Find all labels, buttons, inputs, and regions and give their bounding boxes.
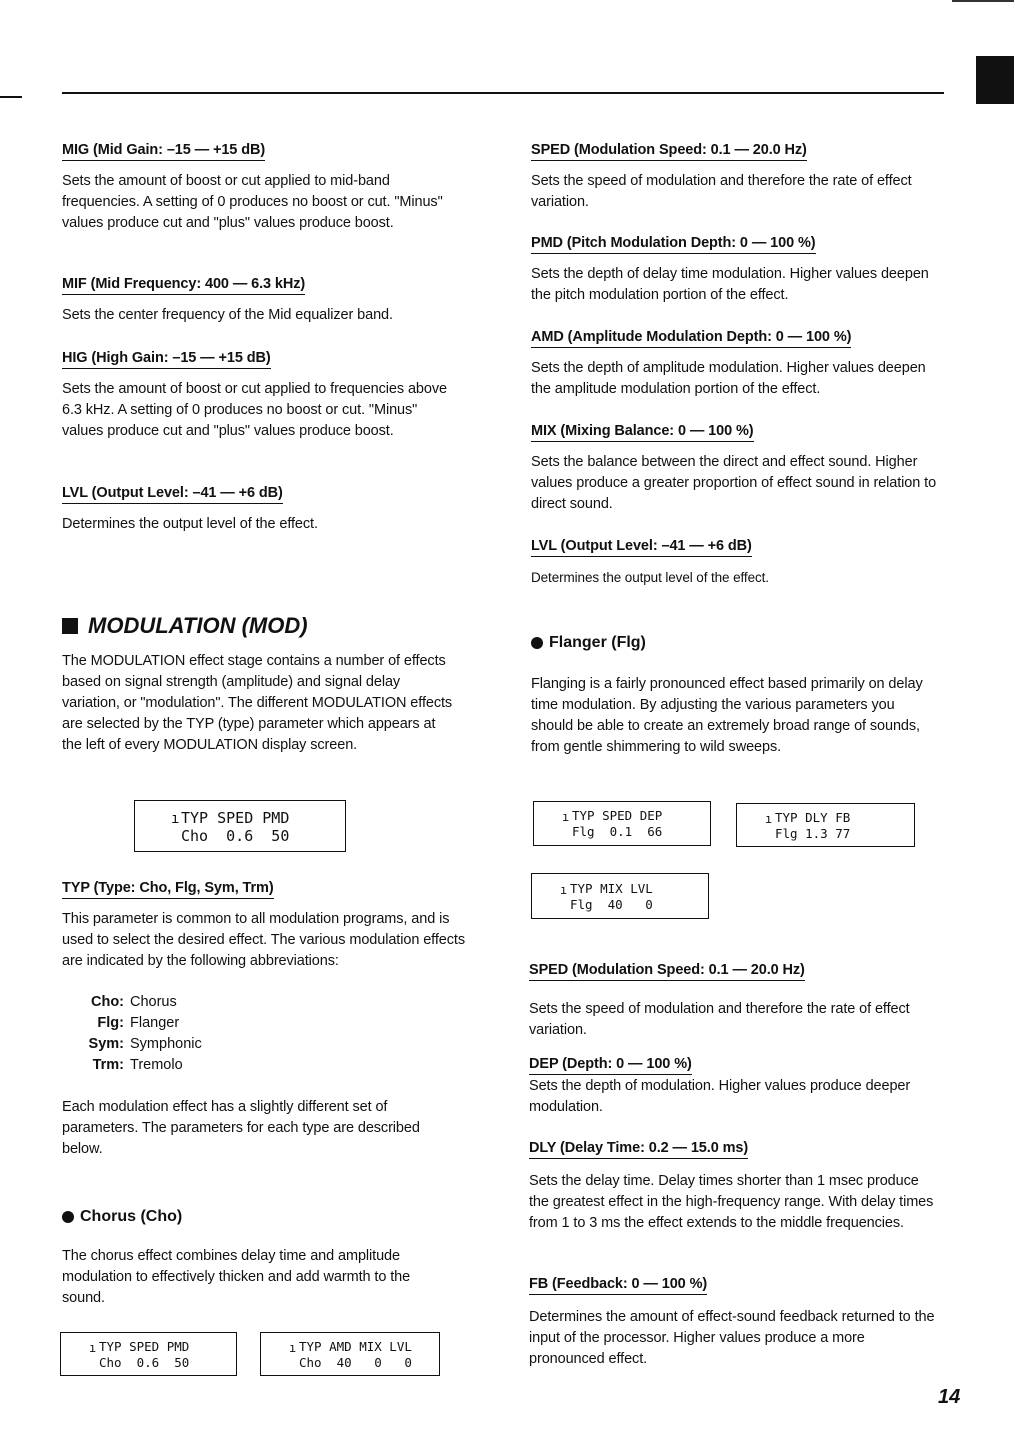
- mix-heading: MIX (Mixing Balance: 0 — 100 %): [531, 423, 754, 442]
- mif-heading: MIF (Mid Frequency: 400 — 6.3 kHz): [62, 276, 305, 295]
- hig-heading: HIG (High Gain: –15 — +15 dB): [62, 350, 271, 369]
- typ-body: This parameter is common to all modulation programs, and is used to select the desired effect. The various modulation effects are indicated by the following abbreviations:: [62, 911, 465, 969]
- hig-body: Sets the amount of boost or cut applied to frequencies above 6.3 kHz. A setting of 0 produces no boost or cut. "Minus" values produce cut and "plus" values produce boost.: [62, 381, 447, 439]
- lvl-section-right: [531, 537, 941, 588]
- dep-section: [529, 1055, 939, 1118]
- sped2-heading: SPED (Modulation Speed: 0.1 — 20.0 Hz): [529, 962, 805, 981]
- type-abbreviation-list: [82, 992, 474, 1076]
- sped2-section: [529, 961, 939, 1041]
- amd-body: Sets the depth of amplitude modulation. Higher values deepen the amplitude modulation portion of the effect.: [531, 360, 926, 397]
- lvl-body-left: Determines the output level of the effect.: [62, 516, 318, 532]
- lcd-row-1: TYP AMD MIX LVL: [299, 1339, 412, 1354]
- cursor-icon: ı: [171, 811, 180, 827]
- amd-heading: AMD (Amplitude Modulation Depth: 0 — 100 %): [531, 329, 851, 348]
- lvl-section-left: [62, 484, 462, 535]
- cursor-icon: ı: [562, 810, 570, 824]
- modulation-title-text: MODULATION (MOD): [88, 613, 308, 638]
- lcd-row-2: Flg 40 0: [570, 897, 653, 912]
- lvl-heading-left: LVL (Output Level: –41 — +6 dB): [62, 485, 283, 504]
- typ-section: [62, 879, 474, 1160]
- lvl-body-right: Determines the output level of the effect.: [531, 570, 769, 585]
- lvl-heading-right: LVL (Output Level: –41 — +6 dB): [531, 538, 752, 557]
- fb-body: Determines the amount of effect-sound feedback returned to the input of the processor. Higher values produce a more pronounced effect.: [529, 1309, 935, 1367]
- dly-heading: DLY (Delay Time: 0.2 — 15.0 ms): [529, 1140, 748, 1159]
- modulation-section: [62, 613, 472, 756]
- mig-heading: MIG (Mid Gain: –15 — +15 dB): [62, 142, 265, 161]
- hig-section: [62, 349, 462, 442]
- lcd-display-flanger-3: [531, 873, 709, 919]
- mif-body: Sets the center frequency of the Mid equalizer band.: [62, 307, 393, 323]
- lcd-row-1: TYP DLY FB: [775, 810, 851, 825]
- cursor-icon: ı: [765, 812, 773, 826]
- mig-body: Sets the amount of boost or cut applied to mid-band frequencies. A setting of 0 produces no boost or cut. "Minus" values produce cut and "plus" values produce boost.: [62, 173, 443, 231]
- dly-body: Sets the delay time. Delay times shorter than 1 msec produce the greatest effect in the high-frequency range. With delay times from 1 to 3 ms the effect extends to the middle frequencies.: [529, 1173, 934, 1231]
- round-bullet-icon: [62, 1211, 74, 1223]
- margin-mark: [0, 96, 22, 98]
- lcd-row-1: TYP MIX LVL: [570, 881, 653, 896]
- mif-section: [62, 275, 462, 326]
- square-bullet-icon: [62, 618, 78, 634]
- chorus-body: The chorus effect combines delay time and amplitude modulation to effectively thicken and add warmth to the sound.: [62, 1248, 411, 1306]
- lcd-row-2: Cho 0.6 50: [181, 827, 290, 845]
- flanger-title: [531, 634, 941, 652]
- lcd-display-chorus-1: [60, 1332, 237, 1376]
- pmd-body: Sets the depth of delay time modulation. Higher values deepen the pitch modulation portion of the effect.: [531, 266, 929, 303]
- corner-line: [952, 0, 1014, 2]
- sped-body: Sets the speed of modulation and therefore the rate of effect variation.: [531, 173, 912, 210]
- top-rule: [62, 92, 944, 94]
- lcd-display-chorus-2: [260, 1332, 440, 1376]
- chorus-title: [62, 1208, 462, 1226]
- lcd-row-1: TYP SPED DEP: [572, 808, 663, 823]
- typ-heading: TYP (Type: Cho, Flg, Sym, Trm): [62, 880, 274, 899]
- thumb-tab: [976, 56, 1014, 104]
- flanger-section: [531, 634, 941, 758]
- modulation-title: [62, 613, 472, 639]
- chorus-section: [62, 1208, 462, 1309]
- lcd-display-flanger-1: [533, 801, 711, 846]
- pmd-heading: PMD (Pitch Modulation Depth: 0 — 100 %): [531, 235, 816, 254]
- pmd-section: [531, 234, 941, 306]
- fb-section: [529, 1275, 939, 1370]
- lcd-row-2: Flg 0.1 66: [572, 824, 663, 839]
- round-bullet-icon: [531, 637, 543, 649]
- abbr-name-cho: Chorus: [130, 994, 177, 1010]
- lcd-display-flanger-2: [736, 803, 915, 847]
- dep-heading: DEP (Depth: 0 — 100 %): [529, 1056, 692, 1075]
- abbr-code-cho: Cho:: [90, 994, 124, 1010]
- modulation-body: The MODULATION effect stage contains a number of effects based on signal strength (amplitude) and signal delay variation, or "modulation". The different MODULATION effects are selected by the TYP (type) parameter which appears at the left of every MODULATION display screen.: [62, 653, 453, 753]
- lcd-row-1: TYP SPED PMD: [99, 1339, 190, 1354]
- abbr-code-trm: Trm:: [92, 1057, 124, 1073]
- sped-section: [531, 141, 941, 213]
- sped-heading: SPED (Modulation Speed: 0.1 — 20.0 Hz): [531, 142, 807, 161]
- lcd-display-mod: [134, 800, 346, 852]
- page-number: 14: [938, 1386, 961, 1408]
- lcd-row-1: TYP SPED PMD: [181, 809, 290, 827]
- flanger-title-text: Flanger (Flg): [549, 634, 646, 651]
- lcd-row-2: Flg 1.3 77: [775, 826, 851, 841]
- dep-body: Sets the depth of modulation. Higher values produce deeper modulation.: [529, 1078, 911, 1115]
- mix-section: [531, 422, 941, 515]
- abbr-code-flg: Flg:: [97, 1015, 124, 1031]
- abbr-name-flg: Flanger: [130, 1015, 180, 1031]
- lcd-row-2: Cho 0.6 50: [99, 1355, 190, 1370]
- sped2-body: Sets the speed of modulation and therefore the rate of effect variation.: [529, 1001, 910, 1038]
- abbr-name-trm: Tremolo: [130, 1057, 183, 1073]
- typ-body-2: Each modulation effect has a slightly different set of parameters. The parameters for each type are described below.: [62, 1099, 420, 1157]
- abbr-name-sym: Symphonic: [130, 1036, 202, 1052]
- cursor-icon: ı: [560, 883, 568, 897]
- cursor-icon: ı: [89, 1341, 97, 1355]
- abbr-code-sym: Sym:: [88, 1036, 124, 1052]
- mig-section: [62, 141, 462, 234]
- lcd-row-2: Cho 40 0 0: [299, 1355, 412, 1370]
- chorus-title-text: Chorus (Cho): [80, 1208, 183, 1225]
- flanger-body: Flanging is a fairly pronounced effect based primarily on delay time modulation. By adjusting the various parameters you should be able to create an extremely broad range of sounds, from gentle shimmering to wild sweeps.: [531, 676, 923, 755]
- mix-body: Sets the balance between the direct and effect sound. Higher values produce a greater proportion of effect sound in relation to direct sound.: [531, 454, 937, 512]
- cursor-icon: ı: [289, 1341, 297, 1355]
- fb-heading: FB (Feedback: 0 — 100 %): [529, 1276, 707, 1295]
- dly-section: [529, 1139, 939, 1234]
- amd-section: [531, 328, 941, 400]
